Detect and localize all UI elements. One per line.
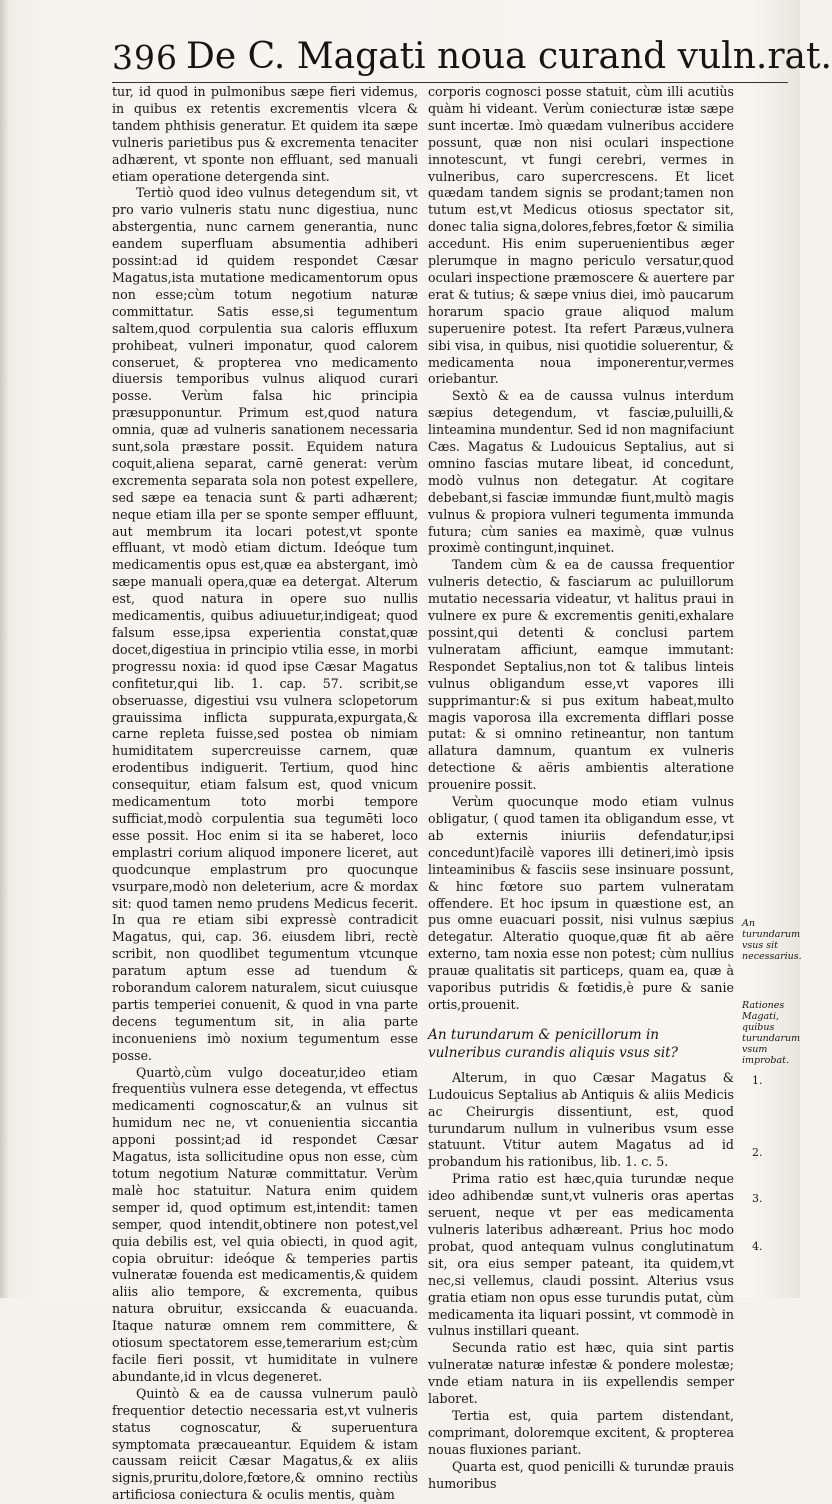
paragraph: tur, id quod in pulmonibus sæpe fieri videmus, in quibus ex retentis excrementis vlcera & tandem phthisis generatur. Et quidem ita sæpe vulneris parietibus pus & excrementa tenaciter adhærent, vt sponte non effluant, sed manuali etiam operatione detergenda sint.: [112, 84, 418, 184]
paragraph: Tertia est, quia partem distendant, comprimant, doloremque excitent, & propterea nouas fluxiones pariant.: [428, 1407, 734, 1457]
paragraph: corporis cognosci posse statuit, cùm illi acutiùs quàm hi videant. Verùm coniecturæ istæ sæpe sunt incertæ. Imò quædam vulneribus accidere possunt, quæ non nisi oculari inspectione innotescunt, vt fungi cerebri, vermes in vulneribus, caro supercrescens. Et licet quædam tandem signis se prodant;tamen non tutum est,vt Medicus otiosus spectator sit, donec talia signa,dolores,febres,fœtor & similia accedunt. His enim superuenientibus æger plerumque in magno periculo versatur,quod oculari inspectione præmoscere & auertere par erat & tutius; & sæpe vnius diei, imò paucarum horarum spacio graue aliquod malum superuenire potest. Ita refert Paræus,vulnera sibi visa, in quibus, nisi quotidie soluerentur, & medicamenta noua imponerentur,vermes oriebantur.: [428, 84, 734, 387]
running-header: [112, 36, 832, 82]
margin-number: 3.: [752, 1192, 763, 1205]
paragraph: Secunda ratio est hæc, quia sint partis vulneratæ naturæ infestæ & pondere molestæ; vnde etiam natura in iis expellendis semper laboret.: [428, 1340, 734, 1407]
paragraph: Quartò,cùm vulgo doceatur,ideo etiam frequentiùs vulnera esse detegenda, vt effectus medicamenti cognoscatur,& an vulnus sit humidum nec ne, vt conuenientia siccantia apponi possint;ad id respondet Cæsar Magatus, ista sollicitudine opus non esse, cùm totum negotium Naturæ committatur. Verùm malè hoc statuitur. Natura enim quidem semper id, quod optimum est,intendit: tamen semper, quod intendit,obtinere non potest,vel quia debilis est, vel quia obiecti, in quod agit, copia obruitur: ideóque & temperies partis vulneratæ fouenda est medicamentis,& quidem aliis alio tempore, & excrementa, quibus natura obruitur, exsiccanda & euacuanda. Itaque naturæ omnem rem committere, & otiosum spectatorem esse,temerarium est;cùm facile fieri possit, vt humiditate in vulnere abundante,id in vlcus degeneret.: [112, 1064, 418, 1384]
paragraph: Alterum, in quo Cæsar Magatus & Ludouicus Septalius ab Antiquis & aliis Medicis ac Cheirurgis dissentiunt, est, quod turundarum nullum in vulneribus vsum esse statuunt. Vtitur autem Magatus ad id probandum his rationibus, lib. 1. c. 5.: [428, 1069, 734, 1170]
page-gutter-shadow: [0, 0, 10, 1298]
paragraph: Verùm quocunque modo etiam vulnus obligatur, ( quod tamen ita obligandum esse, vt ab externis iniuriis defendatur,ipsi concedunt)facilè vapores illi detineri,imò ipsis linteaminibus & fasciis sese insinuare possunt, & hinc fœtore suo partem vulneratam offendere. Et hoc ipsum in quæstione est, an pus omne euacuari possit, nisi vulnus sæpius detegatur. Alteratio quoque,quæ fit ab aëre externo, tam noxia esse non potest; cùm nullius prauæ qualitatis sit particeps, quam ea, quæ à vaporibus putridis & fœtidis,è pure & sanie ortis,prouenit.: [428, 794, 734, 1012]
header-rule: [112, 82, 788, 83]
paragraph: Prima ratio est hæc,quia turundæ neque ideo adhibendæ sunt,vt vulneris oras apertas seruent, neque vt per eas medicamenta vulneris lateribus adhæreant. Prius hoc modo probat, quod antequam vulnus conglutinatum sit, ora eius semper pateant, ita quidem,vt nec,si vellemus, claudi possint. Alterius vsus gratia etiam non opus esse turundis putat, cùm medicamenta ita liquari possint, vt commodè in vulnus instillari queant.: [428, 1171, 734, 1339]
running-title: De C. Magati noua curand vuln.rat.: [186, 36, 832, 77]
margin-number: 1.: [752, 1074, 763, 1087]
paragraph: Quintò & ea de caussa vulnerum paulò frequentior detectio necessaria est,vt vulneris status cognoscatur, & superuentura symptomata præcaueantur. Equidem & istam caussam reiicit Cæsar Magatus,& ex aliis signis,pruritu,dolore,fœtore,& omnino rectiùs artificiosa coniectura & oculis mentis, quàm: [112, 1385, 418, 1503]
left-column: [112, 84, 418, 1504]
paragraph: Quarta est, quod penicilli & turundæ prauis humoribus: [428, 1458, 734, 1491]
margin-number: 2.: [752, 1146, 763, 1159]
paragraph: Tertiò quod ideo vulnus detegendum sit, vt pro vario vulneris statu nunc digestiua, nunc abstergentia, nunc carnem generantia, nunc eandem superfluam absumentia adhiberi possint:ad id quidem respondet Cæsar Magatus,ista mutatione medicamentorum opus non esse;cùm totum negotium naturæ committatur. Satis esse,si tegumentum saltem,quod corpulentia sua caloris effluxum prohibeat, vulneri imponatur, quod calorem conseruet, & propterea vno medicamento diuersis temporibus vulnus aliquod curari posse. Verùm falsa hic principia præsupponuntur. Primum est,quod natura omnia, quæ ad vulneris sanationem necessaria sunt,sola præstare possit. Equidem natura coquit,aliena separat, carnē generat: verùm excrementa separata sola non potest expellere, sed sæpe ea tenacia sunt & parti adhærent; neque etiam illa per se sponte semper effluunt, aut membrum ita locari potest,vt sponte effluant, vt modò etiam dictum. Ideóque tum medicamentis opus est,quæ ea abstergant, imò sæpe manuali opera,quæ ea detergat. Alterum est, quod natura in opere suo nullis medicamentis, quibus adiuuetur,indigeat; quod falsum esse,ipsa experientia constat,quæ docet,digestiua in principio vtilia esse, in morbi progressu noxia: id quod ipse Cæsar Magatus confitetur,qui lib. 1. cap. 57. scribit,se obseruasse, digestiui vsu vulnera sclopetorum grauissima inflicta suppurata,expurgata,& carne repleta fuisse,sed postea ob nimiam humiditatem supercreuisse carnem, quæ erodentibus indiguerit. Tertium, quod hinc consequitur, etiam falsum est, quod vnicum medicamentum toto morbi tempore sufficiat,modò corpulentia sua tegumēti loco esse possit. Hoc enim si ita se haberet, loco emplastri corium aliquod imponere liceret, aut quodcunque emplastrum pro quocunque vsurpare,modò non deleterium, acre & mordax sit: quod tamen nemo prudens Medicus fecerit. In qua re etiam sibi expressè contradicit Magatus, qui, cap. 36. eiusdem libri, rectè scribit, non quodlibet tegumentum vtcunque paratum aptum esse ad tuendum & roborandum calorem naturalem, sicut cuiusque partis temperiei conuenit, & quod in vna parte decens tegumentum sit, in alia parte inconueniens imò noxium tegumentum esse posse.: [112, 185, 418, 1063]
paragraph: Tandem cùm & ea de caussa frequentior vulneris detectio, & fasciarum ac puluillorum mutatio necessaria videatur, vt halitus praui in vulnere ex pure & excrementis geniti,exhalare possint,qui detenti & conclusi partem vulneratam afficiunt, eamque immutant: Respondet Septalius,non tot & talibus linteis vulnus obligandum esse,vt vapores illi supprimantur:& si pus exitum habeat,multo magis vaporosa illa excrementa difflari posse putat: & si omnino retineantur, non tantum allatura damnum, quantum ex vulneris detectione & aëris ambientis alteratione prouenire possit.: [428, 557, 734, 793]
marginal-note: Rationes Magati, quibus turundarum vsum improbat.: [742, 1000, 801, 1066]
paragraph: Sextò & ea de caussa vulnus interdum sæpius detegendum, vt fasciæ,puluilli,& linteamina mundentur. Sed id non magnifaciunt Cæs. Magatus & Ludouicus Septalius, aut si omnino fascias mutare libeat, id concedunt, modò vulnus non detegatur. At cogitare debebant,si fasciæ immundæ fiunt,multò magis vulnus & propiora vulneri tegumenta immunda futura; cùm sanies ea maximè, quæ vulnus proximè contingunt,inquinet.: [428, 388, 734, 556]
page-number: 396: [112, 38, 178, 77]
right-column: [428, 84, 734, 1493]
marginal-note: An turundarum vsus sit necessarius.: [742, 918, 802, 962]
margin-number: 4.: [752, 1240, 763, 1253]
section-heading: An turundarum & penicillorum in vulneribus curandis aliquis vsus sit?: [428, 1026, 678, 1061]
